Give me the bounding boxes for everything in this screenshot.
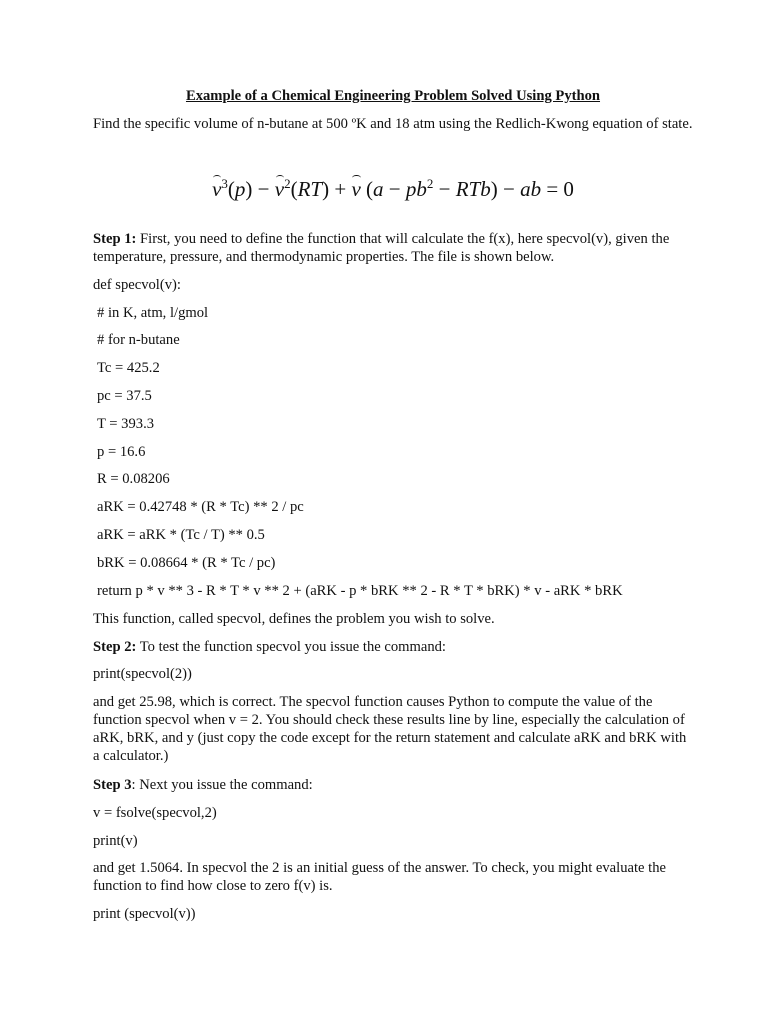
code-line-r: R = 0.08206 bbox=[97, 471, 170, 487]
code-line-butane-comment: # for n-butane bbox=[97, 332, 180, 348]
command-print-v: print(v) bbox=[93, 833, 138, 849]
eq-part-15: = 0 bbox=[541, 177, 574, 201]
eq-exp-2: 2 bbox=[284, 176, 291, 191]
step2-result-paragraph: and get 25.98, which is correct. The specvol function causes Python to compute the value of the function specvol when v = 2. You should check these results line by line, especially the calculation of aRK, bRK, and y (just copy the code except for the return statement and calculate aRK and bRK with a calculator.) bbox=[93, 694, 687, 764]
code-line-ark-1: aRK = 0.42748 * (R * Tc) ** 2 / pc bbox=[97, 499, 304, 515]
eq-part-6: ) + bbox=[322, 177, 352, 201]
code-line-return: return p * v ** 3 - R * T * v ** 2 + (aRK - p * bRK ** 2 - R * T * bRK) * v - aRK * bRK bbox=[97, 583, 623, 599]
code-line-ark-2: aRK = aRK * (Tc / T) ** 0.5 bbox=[97, 527, 265, 543]
code-line-p: p = 16.6 bbox=[97, 444, 146, 460]
eq-exp-3: 3 bbox=[221, 176, 228, 191]
eq-part-5: RT bbox=[297, 177, 323, 201]
after-code-paragraph: This function, called specvol, defines the problem you wish to solve. bbox=[93, 611, 495, 627]
step1-label: Step 1: bbox=[93, 231, 137, 247]
step3-result-paragraph: and get 1.5064. In specvol the 2 is an initial guess of the answer. To check, you might evaluate the function to find how close to zero f(v) is. bbox=[93, 860, 666, 894]
eq-part-7: ( bbox=[360, 177, 374, 201]
eq-part-1: ( bbox=[227, 177, 235, 201]
code-line-t: T = 393.3 bbox=[97, 416, 155, 432]
eq-part-12: RTb bbox=[455, 177, 491, 201]
eq-part-14: ab bbox=[520, 177, 542, 201]
code-line-pc: pc = 37.5 bbox=[97, 388, 152, 404]
command-print-specvol2: print(specvol(2)) bbox=[93, 666, 192, 682]
step2-label: Step 2: bbox=[93, 639, 137, 655]
eq-part-2: p bbox=[234, 177, 246, 201]
eq-v-hat-1: v bbox=[212, 172, 221, 206]
command-fsolve: v = fsolve(specvol,2) bbox=[93, 805, 217, 821]
document-page bbox=[93, 0, 693, 1024]
step2-paragraph bbox=[93, 638, 693, 656]
step3-paragraph bbox=[93, 776, 693, 794]
command-print-check: print (specvol(v)) bbox=[93, 906, 196, 922]
code-line-units-comment: # in K, atm, l/gmol bbox=[97, 305, 209, 321]
eq-part-4: ( bbox=[290, 177, 298, 201]
eq-v-hat-2: v bbox=[275, 172, 284, 206]
redlich-kwong-equation bbox=[93, 172, 693, 206]
eq-v-hat-3: v bbox=[351, 172, 360, 206]
code-line-tc: Tc = 425.2 bbox=[97, 360, 160, 376]
eq-part-3: ) − bbox=[245, 177, 275, 201]
step1-text: First, you need to define the function that will calculate the f(x), here specvol(v), given the temperature, pressure, and thermodynamic properties. The file is shown below. bbox=[93, 231, 670, 265]
document-title: Example of a Chemical Engineering Problem Solved Using Python bbox=[185, 88, 601, 104]
step3-text: : Next you issue the command: bbox=[131, 777, 313, 793]
intro-paragraph: Find the specific volume of n-butane at 500 ºK and 18 atm using the Redlich-Kwong equation of state. bbox=[93, 116, 693, 132]
step1-paragraph bbox=[93, 230, 693, 266]
code-line-def: def specvol(v): bbox=[93, 277, 181, 293]
eq-exp-b2: 2 bbox=[426, 176, 434, 191]
eq-part-11: − bbox=[433, 177, 456, 201]
step3-label: Step 3 bbox=[93, 777, 132, 793]
code-line-brk: bRK = 0.08664 * (R * Tc / pc) bbox=[97, 555, 276, 571]
eq-part-13: ) − bbox=[490, 177, 521, 201]
step2-text: To test the function specvol you issue the command: bbox=[136, 639, 446, 655]
eq-part-8: a bbox=[373, 177, 384, 201]
eq-part-10: pb bbox=[405, 177, 427, 201]
eq-part-9: − bbox=[383, 177, 406, 201]
